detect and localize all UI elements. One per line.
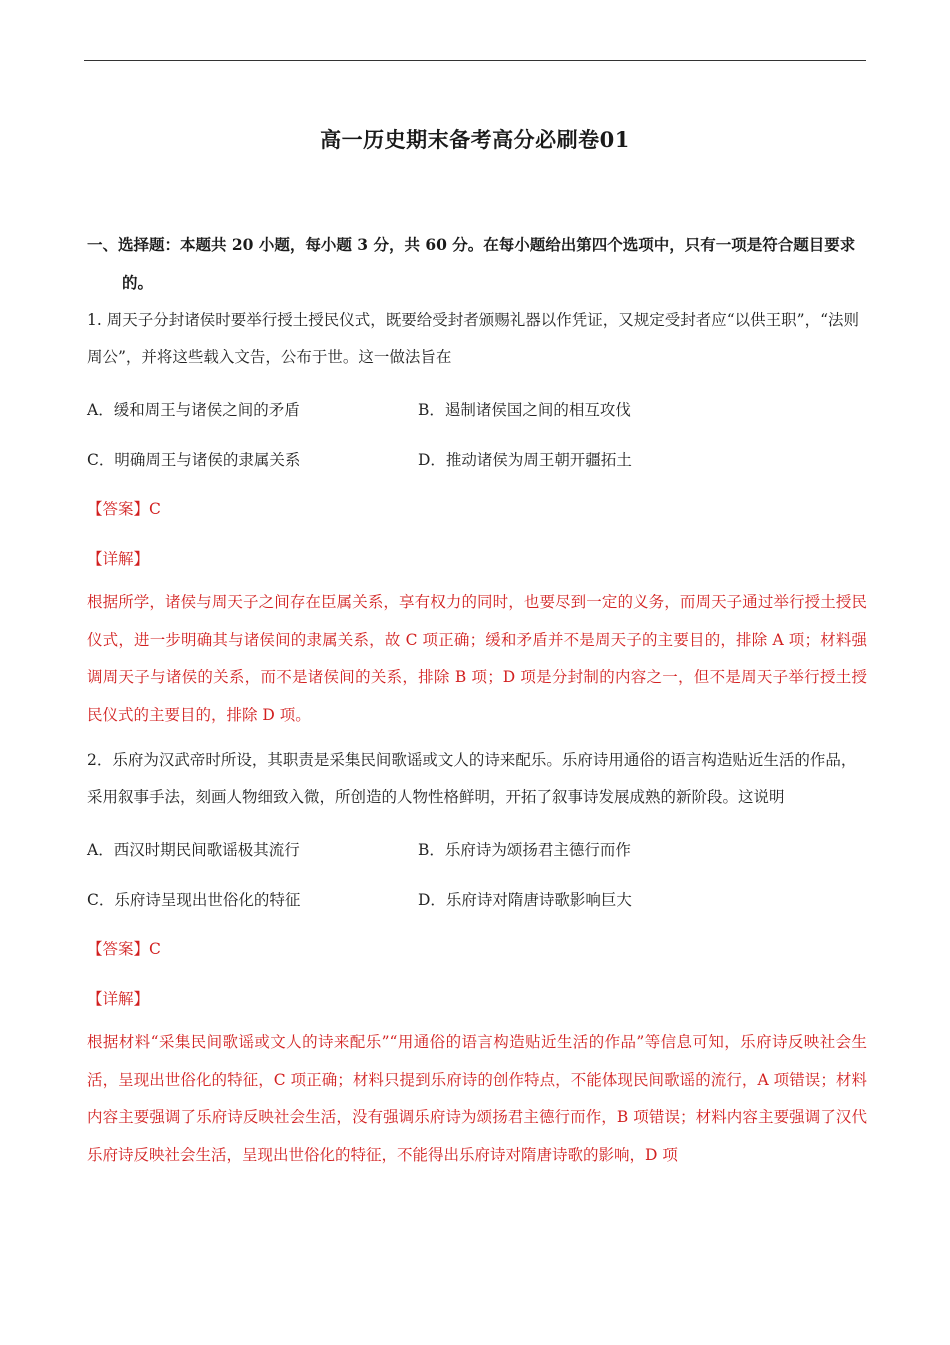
option-c: C．乐府诗呈现出世俗化的特征	[87, 891, 301, 909]
detail-label: 【详解】	[87, 990, 150, 1008]
option-b: B．遏制诸侯国之间的相互攻伐	[418, 401, 631, 419]
section-heading: 一、选择题：本题共 20 小题，每小题 3 分，共 60 分。在每小题给出第四个选项中，只有一项是符合题目要求的。	[87, 235, 856, 292]
option-b: B．乐府诗为颂扬君主德行而作	[418, 841, 631, 859]
option-a: A．西汉时期民间歌谣极其流行	[87, 841, 300, 859]
options-row	[87, 434, 867, 484]
question-2	[87, 742, 867, 1174]
detail-text: 根据所学，诸侯与周天子之间存在臣属关系，享有权力的同时，也要尽到一定的义务，而周天子通过举行授土授民仪式，进一步明确其与诸侯间的隶属关系，故 C 项正确；缓和矛盾并不是周天子的主要目的，排除 A 项；材料强调周天子与诸侯的关系，而不是诸侯间的关系，排除 B 项；D 项是分封制的内容之一，但不是周天子举行授土授民仪式的主要目的，排除 D 项。	[87, 593, 867, 724]
question-stem: 1. 周天子分封诸侯时要举行授土授民仪式，既要给受封者颁赐礼器以作凭证，又规定受封者应“以供王职”，“法则周公”，并将这些载入文告，公布于世。这一做法旨在	[87, 311, 859, 366]
page-title: 高一历史期末备考高分必刷卷01	[320, 127, 630, 152]
option-c: C．明确周王与诸侯的隶属关系	[87, 451, 301, 469]
option-d: D．推动诸侯为周王朝开疆拓土	[418, 451, 632, 469]
options-row	[87, 824, 867, 874]
options-row	[87, 874, 867, 924]
options-row	[87, 384, 867, 434]
question-1	[87, 302, 867, 734]
question-stem: 2．乐府为汉武帝时所设，其职责是采集民间歌谣或文人的诗来配乐。乐府诗用通俗的语言构造贴近生活的作品，采用叙事手法，刻画人物细致入微，所创造的人物性格鲜明，开拓了叙事诗发展成熟的新阶段。这说明	[87, 751, 857, 806]
detail-text: 根据材料“采集民间歌谣或文人的诗来配乐”“用通俗的语言构造贴近生活的作品”等信息可知，乐府诗反映社会生活，呈现出世俗化的特征，C 项正确；材料只提到乐府诗的创作特点，不能体现民间歌谣的流行，A 项错误；材料内容主要强调了乐府诗反映社会生活，没有强调乐府诗为颂扬君主德行而作，B 项错误；材料内容主要强调了汉代乐府诗反映社会生活，呈现出世俗化的特征，不能得出乐府诗对隋唐诗歌的影响，D 项	[87, 1033, 867, 1164]
detail-label: 【详解】	[87, 550, 150, 568]
exam-content	[87, 226, 867, 1174]
header-rule	[84, 60, 866, 61]
answer-label: 【答案】C	[87, 500, 161, 518]
answer-label: 【答案】C	[87, 940, 161, 958]
option-a: A．缓和周王与诸侯之间的矛盾	[87, 401, 300, 419]
option-d: D．乐府诗对隋唐诗歌影响巨大	[418, 891, 632, 909]
